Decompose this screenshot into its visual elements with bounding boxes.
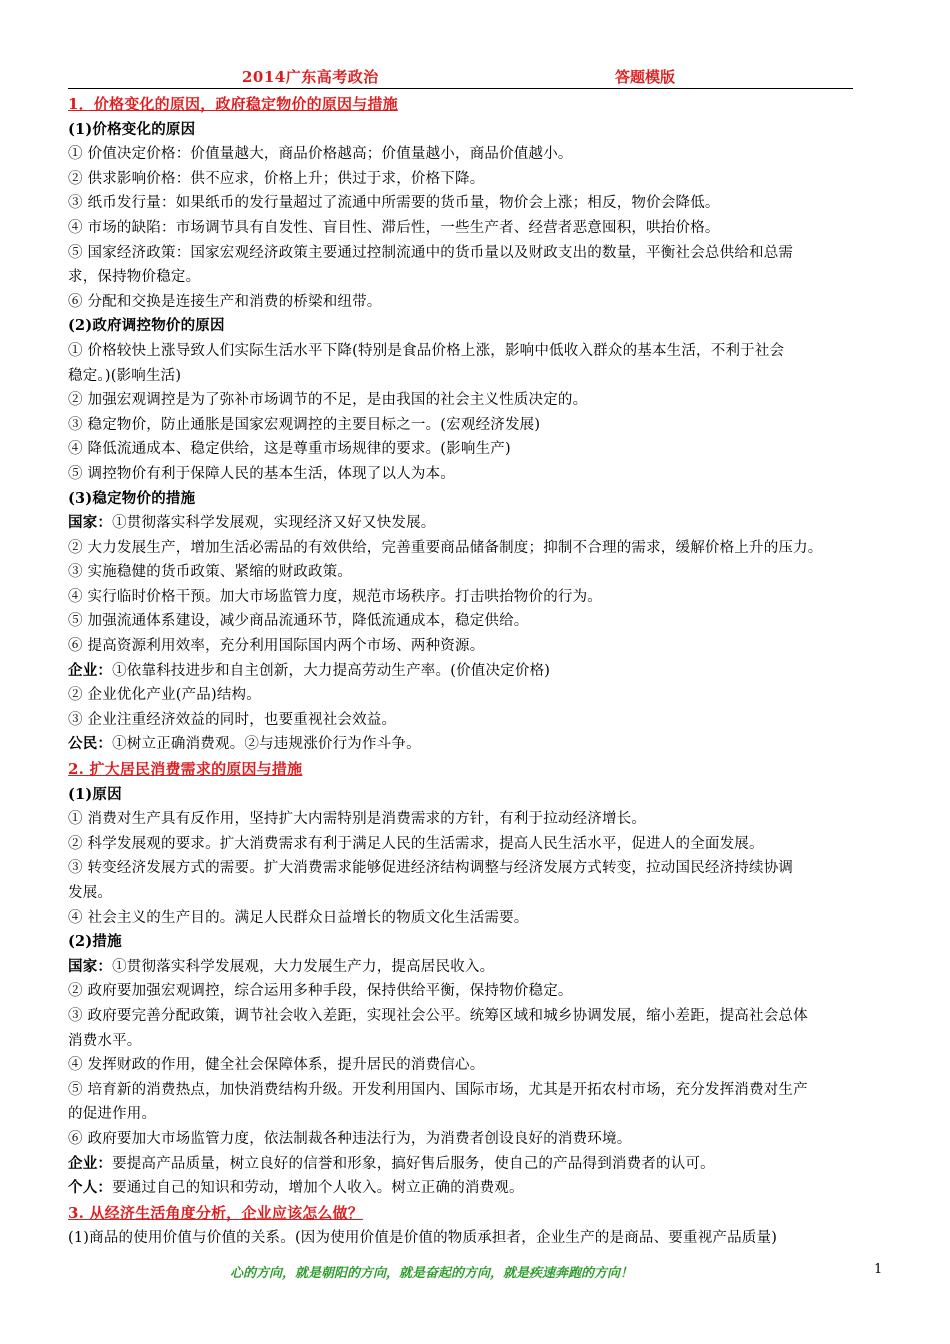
header-subtitle: 答题模版: [615, 68, 676, 86]
text-line: ② 政府要加强宏观调控，综合运用多种手段，保持供给平衡，保持物价稳定。: [68, 983, 573, 1000]
section-heading: 1．价格变化的原因，政府稳定物价的原因与措施: [68, 95, 398, 113]
text-line: ④ 社会主义的生产目的。满足人民群众日益增长的物质文化生活需要。: [68, 909, 529, 926]
subsection-heading: (2)政府调控物价的原因: [68, 317, 225, 335]
text-line: ① 消费对生产具有反作用，坚持扩大内需特别是消费需求的方针，有利于拉动经济增长。: [68, 811, 647, 828]
text-line: ① 价格较快上涨导致人们实际生活水平下降(特别是食品价格上涨，影响中低收入群众的基本生活，不利于社会: [68, 342, 785, 359]
label-guojia: 国家：: [68, 957, 113, 975]
text-line: 国家：①贯彻落实科学发展观，大力发展生产力，提高居民收入。: [68, 957, 495, 975]
text-line: 发展。: [68, 885, 113, 901]
text-line: ⑥ 政府要加大市场监管力度，依法制裁各种违法行为，为消费者创设良好的消费环境。: [68, 1130, 632, 1147]
text-line: 稳定。)(影响生活): [68, 367, 182, 384]
label-geren: 个人：: [68, 1179, 113, 1197]
text-line: ④ 实行临时价格干预。加大市场监管力度，规范市场秩序。打击哄抬物价的行为。: [68, 588, 603, 605]
page-footer: [68, 1262, 888, 1284]
footer-motto: 心的方向，就是朝阳的方向，就是奋起的方向，就是疾速奔跑的方向！: [230, 1266, 634, 1281]
text-line: (1)商品的使用价值与价值的关系。(因为使用价值是价值的物质承担者，企业生产的是商品、要重视产品质量): [68, 1230, 778, 1247]
text-line: ② 大力发展生产，增加生活必需品的有效供给，完善重要商品储备制度；抑制不合理的需求，缓解价格上升的压力。: [68, 539, 823, 556]
header-title: 2014广东高考政治: [242, 68, 379, 86]
text-line: ③ 纸币发行量：如果纸币的发行量超过了流通中所需要的货币量，物价会上涨；相反，物价会降低。: [68, 195, 720, 212]
subsection-heading: (3)稳定物价的措施: [68, 489, 196, 507]
text-line: 企业：①依靠科技进步和自主创新，大力提高劳动生产率。(价值决定价格): [68, 661, 551, 679]
text-line: 消费水平。: [68, 1032, 142, 1049]
text-line: ③ 实施稳健的货币政策、紧缩的财政政策。: [68, 564, 353, 581]
subsection-heading: (1)价格变化的原因: [68, 120, 196, 138]
text-line: ② 供求影响价格：供不应求，价格上升；供过于求，价格下降。: [68, 170, 485, 187]
text-line: ③ 稳定物价，防止通胀是国家宏观调控的主要目标之一。(宏观经济发展): [68, 416, 541, 433]
label-qiye: 企业：: [68, 661, 113, 679]
text-line: ④ 市场的缺陷：市场调节具有自发性、盲目性、滞后性，一些生产者、经营者恶意囤积，哄抬价格。: [68, 219, 720, 236]
text-line: 求，保持物价稳定。: [68, 269, 201, 286]
label-guojia: 国家：: [68, 514, 113, 532]
text-line: ⑤ 国家经济政策：国家宏观经济政策主要通过控制流通中的货币量以及财政支出的数量，平衡社会总供给和总需: [68, 244, 794, 261]
text-line: ④ 降低流通成本、稳定供给，这是尊重市场规律的要求。(影响生产): [68, 441, 511, 458]
text-line: 的促进作用。: [68, 1106, 157, 1123]
text-line: ④ 发挥财政的作用，健全社会保障体系，提升居民的消费信心。: [68, 1057, 485, 1074]
document-body: [68, 92, 888, 1251]
text-line: ⑤ 培育新的消费热点，加快消费结构升级。开发利用国内、国际市场，尤其是开拓农村市场，充分发挥消费对生产: [68, 1081, 808, 1098]
text-line: ② 企业优化产业(产品)结构。: [68, 687, 261, 704]
subsection-heading: (2)措施: [68, 933, 122, 951]
text-line: ③ 企业注重经济效益的同时，也要重视社会效益。: [68, 711, 397, 728]
label-gongmin: 公民：: [68, 735, 113, 753]
text-line: ① 价值决定价格：价值量越大，商品价格越高；价值量越小，商品价值越小。: [68, 146, 573, 163]
text-line: ⑤ 调控物价有利于保障人民的基本生活，体现了以人为本。: [68, 465, 456, 482]
text-line: ⑤ 加强流通体系建设，减少商品流通环节，降低流通成本，稳定供给。: [68, 613, 529, 630]
section-heading: 2. 扩大居民消费需求的原因与措施: [68, 760, 303, 779]
text-line: ② 科学发展观的要求。扩大消费需求有利于满足人民的生活需求，提高人民生活水平，促进人的全面发展。: [68, 835, 764, 852]
text-line: 公民：①树立正确消费观。②与违规涨价行为作斗争。: [68, 735, 421, 753]
text-line: 企业：要提高产品质量，树立良好的信誉和形象，搞好售后服务，使自己的产品得到消费者的认可。: [68, 1154, 715, 1172]
text-line: ③ 转变经济发展方式的需要。扩大消费需求能够促进经济结构调整与经济发展方式转变，拉动国民经济持续协调: [68, 860, 794, 877]
page-number: 1: [874, 1262, 883, 1277]
section-heading: 3. 从经济生活角度分析，企业应该怎么做？: [68, 1203, 364, 1222]
text-line: 个人：要通过自己的知识和劳动，增加个人收入。树立正确的消费观。: [68, 1179, 524, 1197]
text-line: ⑥ 提高资源利用效率，充分利用国际国内两个市场、两种资源。: [68, 638, 485, 655]
page-header: [68, 66, 853, 89]
text-line: 国家：①贯彻落实科学发展观，实现经济又好又快发展。: [68, 514, 436, 532]
text-line: ② 加强宏观调控是为了弥补市场调节的不足，是由我国的社会主义性质决定的。: [68, 392, 588, 409]
subsection-heading: (1)原因: [68, 785, 122, 803]
label-qiye: 企业：: [68, 1154, 113, 1172]
text-line: ⑥ 分配和交换是连接生产和消费的桥梁和纽带。: [68, 293, 382, 310]
text-line: ③ 政府要完善分配政策，调节社会收入差距，实现社会公平。统筹区域和城乡协调发展，缩小差距，提高社会总体: [68, 1007, 808, 1024]
